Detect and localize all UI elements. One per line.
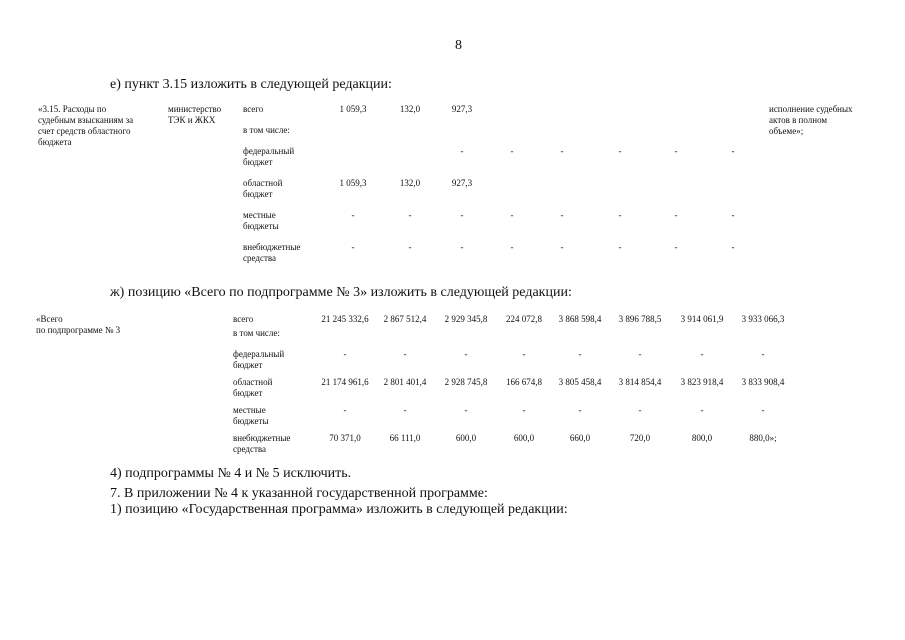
row-label: всего <box>233 314 254 324</box>
table-cell-value: - <box>700 405 704 415</box>
table-cell-value: 800,0 <box>691 433 713 443</box>
table-cell-value: - <box>351 242 355 252</box>
table-cell-value: 1 059,3 <box>339 104 367 114</box>
row-label: внебюджетные средства <box>243 242 301 263</box>
table-cell-value: - <box>618 146 622 156</box>
page-number: 8 <box>455 38 462 53</box>
table-cell-value: - <box>343 405 347 415</box>
table-cell-value: 132,0 <box>399 178 421 188</box>
table-cell-value: - <box>638 405 642 415</box>
table-cell-value: - <box>460 210 464 220</box>
table-cell-value: 3 823 918,4 <box>680 377 724 387</box>
table-cell-value: 21 174 961,6 <box>321 377 369 387</box>
table-cell-value: - <box>510 210 514 220</box>
table-cell-value: - <box>638 349 642 359</box>
table-cell-value: - <box>522 349 526 359</box>
row-label: в том числе: <box>233 328 280 338</box>
table-cell-value: - <box>510 146 514 156</box>
table-cell-value: - <box>618 242 622 252</box>
table-cell-value: - <box>351 210 355 220</box>
table-cell-value: 3 933 066,3 <box>741 314 785 324</box>
table-cell-value: 927,3 <box>451 104 473 114</box>
table-cell-value: 66 111,0 <box>389 433 421 443</box>
table-cell-value: - <box>343 349 347 359</box>
table-cell-value: - <box>761 349 765 359</box>
table-cell-value: 2 929 345,8 <box>444 314 488 324</box>
table-cell-value: 70 371,0 <box>329 433 361 443</box>
row-label: областной бюджет <box>243 178 283 199</box>
table-cell-value: 880,0»; <box>749 433 777 443</box>
table-cell-value: - <box>674 242 678 252</box>
table-cell-value: 600,0 <box>455 433 477 443</box>
table-cell-value: 1 059,3 <box>339 178 367 188</box>
table-cell-value: 3 805 458,4 <box>558 377 602 387</box>
table-cell-value: 660,0 <box>569 433 591 443</box>
table-cell-value: - <box>731 146 735 156</box>
table-cell-value: 3 914 061,9 <box>680 314 724 324</box>
table-cell-value: - <box>403 405 407 415</box>
row-label: федеральный бюджет <box>233 349 285 370</box>
table-cell-value: 2 928 745,8 <box>444 377 488 387</box>
table-cell-value: 3 814 854,4 <box>618 377 662 387</box>
heading-zh: ж) позицию «Всего по подпрограмме № 3» изложить в следующей редакции: <box>110 285 572 300</box>
table-cell-value: - <box>700 349 704 359</box>
table-cell-value: - <box>408 210 412 220</box>
table-cell-value: - <box>408 242 412 252</box>
table-cell-value: - <box>560 210 564 220</box>
table-cell-value: - <box>560 146 564 156</box>
table-cell-value: - <box>460 242 464 252</box>
table-cell-value: - <box>731 242 735 252</box>
table-cell-value: 2 801 401,4 <box>383 377 427 387</box>
row-label: областной бюджет <box>233 377 273 398</box>
table-cell-value: - <box>578 349 582 359</box>
table-cell-value: - <box>460 146 464 156</box>
table-cell-value: - <box>403 349 407 359</box>
table-cell-value: - <box>618 210 622 220</box>
table-cell-value: 3 896 788,5 <box>618 314 662 324</box>
row-label: внебюджетные средства <box>233 433 291 454</box>
table-cell-value: 3 833 908,4 <box>741 377 785 387</box>
row-label: всего <box>243 104 264 114</box>
paragraph-7: 7. В приложении № 4 к указанной государственной программе: <box>110 486 488 501</box>
subprogram-total-name-cell: «Всего по подпрограмме № 3 <box>36 314 121 335</box>
executor-cell: министерство ТЭК и ЖКХ <box>168 104 222 125</box>
table-cell-value: - <box>578 405 582 415</box>
table-cell-value: - <box>674 146 678 156</box>
table-cell-value: 224 072,8 <box>506 314 542 324</box>
result-cell: исполнение судебных актов в полном объеме»; <box>769 104 853 136</box>
table-cell-value: - <box>674 210 678 220</box>
table-cell-value: - <box>464 405 468 415</box>
row-label: в том числе: <box>243 125 290 135</box>
table-cell-value: - <box>560 242 564 252</box>
table-cell-value: - <box>510 242 514 252</box>
table-cell-value: 720,0 <box>629 433 651 443</box>
row-label: местные бюджеты <box>243 210 279 231</box>
table-cell-value: - <box>731 210 735 220</box>
table-cell-value: - <box>522 405 526 415</box>
program-name-cell: «3.15. Расходы по судебным взысканиям за счет средств областного бюджета <box>38 104 134 147</box>
heading-e: е) пункт 3.15 изложить в следующей редакции: <box>110 77 392 92</box>
paragraph-1: 1) позицию «Государственная программа» изложить в следующей редакции: <box>110 502 568 517</box>
table-cell-value: 2 867 512,4 <box>383 314 427 324</box>
paragraph-4: 4) подпрограммы № 4 и № 5 исключить. <box>110 466 352 481</box>
row-label: федеральный бюджет <box>243 146 295 167</box>
table-cell-value: - <box>464 349 468 359</box>
table-cell-value: 600,0 <box>513 433 535 443</box>
table-cell-value: - <box>761 405 765 415</box>
table-cell-value: 927,3 <box>451 178 473 188</box>
row-label: местные бюджеты <box>233 405 269 426</box>
table-cell-value: 21 245 332,6 <box>321 314 369 324</box>
table-cell-value: 166 674,8 <box>506 377 542 387</box>
table-cell-value: 3 868 598,4 <box>558 314 602 324</box>
table-cell-value: 132,0 <box>399 104 421 114</box>
